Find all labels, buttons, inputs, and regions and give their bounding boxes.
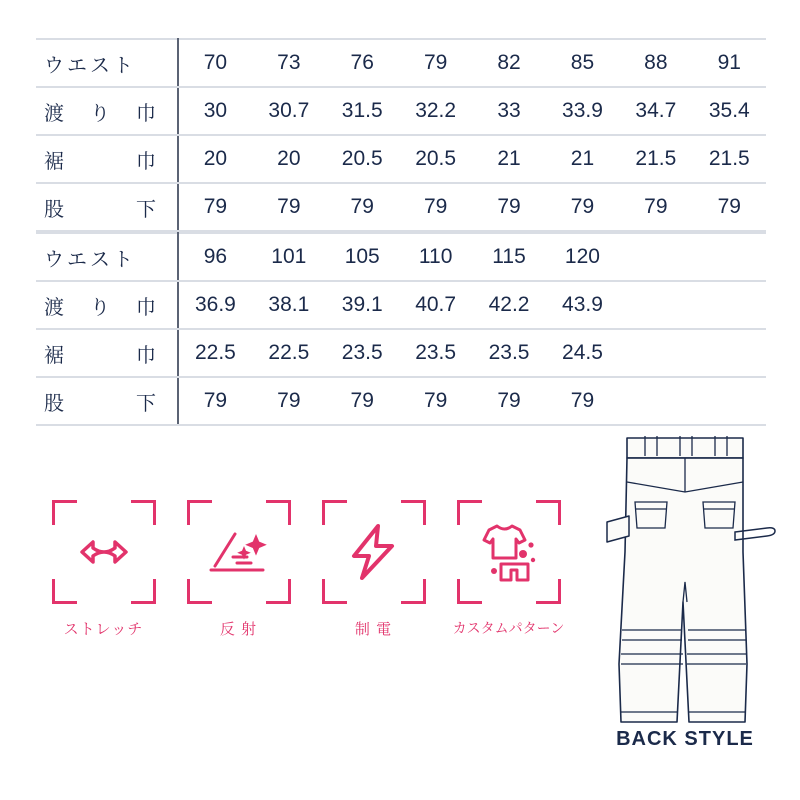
cell-value: 34.7 xyxy=(619,87,692,135)
cell-value: 115 xyxy=(472,233,545,281)
cell-value: 79 xyxy=(546,183,619,231)
cell-value: 21 xyxy=(472,135,545,183)
row-label-text xyxy=(44,339,156,368)
cell-value: 20.5 xyxy=(399,135,472,183)
cell-value: 91 xyxy=(693,39,766,87)
row-label-text: ウエスト xyxy=(44,54,136,77)
cell-value: 85 xyxy=(546,39,619,87)
cell-value: 79 xyxy=(399,377,472,425)
cell-value: 23.5 xyxy=(399,329,472,377)
cell-value: 20 xyxy=(252,135,325,183)
row-label-waist xyxy=(36,233,178,281)
feature-label: ストレッチ xyxy=(63,621,144,638)
back-style-caption: BACK STYLE xyxy=(616,728,754,750)
cell-value: 79 xyxy=(326,377,399,425)
bracket-frame xyxy=(52,500,156,604)
cell-value: 30.7 xyxy=(252,87,325,135)
cell-empty xyxy=(619,329,692,377)
row-label-thigh-width xyxy=(36,281,178,329)
cell-empty xyxy=(619,377,692,425)
feature-label: 制 電 xyxy=(354,621,393,638)
feature-antistatic xyxy=(306,500,441,639)
row-label-char: 渡 xyxy=(44,102,64,125)
cell-value: 21 xyxy=(546,135,619,183)
cell-value: 22.5 xyxy=(252,329,325,377)
cell-value: 21.5 xyxy=(619,135,692,183)
cell-value: 70 xyxy=(178,39,252,87)
table-row xyxy=(36,183,766,231)
feature-label: 反 射 xyxy=(219,621,258,638)
row-label-char: 巾 xyxy=(136,150,156,173)
cell-empty xyxy=(693,233,766,281)
cell-value: 76 xyxy=(326,39,399,87)
size-table-block-1 xyxy=(36,38,766,232)
cell-value: 110 xyxy=(399,233,472,281)
table-row xyxy=(36,39,766,87)
table-row xyxy=(36,135,766,183)
row-label-char: 股 xyxy=(44,392,64,415)
cell-empty xyxy=(619,281,692,329)
cell-value: 38.1 xyxy=(252,281,325,329)
cell-value: 79 xyxy=(693,183,766,231)
table-row xyxy=(36,233,766,281)
row-label-char: り xyxy=(90,296,110,319)
row-label-hem-width xyxy=(36,135,178,183)
row-label-text xyxy=(44,145,156,174)
cell-value: 88 xyxy=(619,39,692,87)
cell-value: 35.4 xyxy=(693,87,766,135)
row-label-char: 巾 xyxy=(136,344,156,367)
row-label-char: り xyxy=(90,102,110,125)
cell-value: 23.5 xyxy=(326,329,399,377)
feature-label: カスタムパターン xyxy=(452,620,565,636)
cell-value: 79 xyxy=(399,183,472,231)
cell-value: 36.9 xyxy=(178,281,252,329)
cell-value: 79 xyxy=(252,377,325,425)
feature-custom-pattern xyxy=(441,500,576,639)
row-label-waist xyxy=(36,39,178,87)
cell-value: 30 xyxy=(178,87,252,135)
row-label-text xyxy=(44,387,156,416)
cell-value: 101 xyxy=(252,233,325,281)
cell-empty xyxy=(693,377,766,425)
cell-value: 73 xyxy=(252,39,325,87)
row-label-inseam xyxy=(36,377,178,425)
antistatic-bolt-icon xyxy=(336,514,412,590)
row-label-char: 股 xyxy=(44,198,64,221)
cell-value: 79 xyxy=(252,183,325,231)
cell-value: 23.5 xyxy=(472,329,545,377)
cell-value: 79 xyxy=(178,183,252,231)
cell-value: 79 xyxy=(546,377,619,425)
stretch-arrows-icon xyxy=(66,514,142,590)
cell-value: 33.9 xyxy=(546,87,619,135)
row-label-thigh-width xyxy=(36,87,178,135)
row-label-char: 下 xyxy=(136,392,156,415)
table-row xyxy=(36,281,766,329)
size-table-block-2 xyxy=(36,232,766,426)
cell-value: 40.7 xyxy=(399,281,472,329)
cell-value: 42.2 xyxy=(472,281,545,329)
row-label-inseam xyxy=(36,183,178,231)
row-label-char: 巾 xyxy=(136,102,156,125)
row-label-text xyxy=(44,193,156,222)
cell-value: 79 xyxy=(326,183,399,231)
table-row xyxy=(36,329,766,377)
cell-empty xyxy=(693,281,766,329)
feature-stretch xyxy=(36,500,171,639)
row-label-text xyxy=(44,291,156,320)
cell-value: 79 xyxy=(399,39,472,87)
pants-back-drawing xyxy=(585,432,785,732)
cell-value: 21.5 xyxy=(693,135,766,183)
cell-value: 20.5 xyxy=(326,135,399,183)
row-label-char: 裾 xyxy=(44,150,64,173)
cell-value: 24.5 xyxy=(546,329,619,377)
cell-value: 79 xyxy=(472,377,545,425)
bracket-frame xyxy=(187,500,291,604)
bracket-frame xyxy=(457,500,561,604)
row-label-hem-width xyxy=(36,329,178,377)
custom-pattern-icon xyxy=(471,514,547,590)
row-label-char: 渡 xyxy=(44,296,64,319)
cell-empty xyxy=(619,233,692,281)
cell-value: 20 xyxy=(178,135,252,183)
back-style-illustration xyxy=(585,432,785,772)
feature-icon-row xyxy=(36,500,576,639)
cell-empty xyxy=(693,329,766,377)
row-label-char: 裾 xyxy=(44,344,64,367)
cell-value: 32.2 xyxy=(399,87,472,135)
cell-value: 79 xyxy=(619,183,692,231)
cell-value: 22.5 xyxy=(178,329,252,377)
cell-value: 79 xyxy=(178,377,252,425)
feature-reflective xyxy=(171,500,306,639)
cell-value: 39.1 xyxy=(326,281,399,329)
cell-value: 31.5 xyxy=(326,87,399,135)
reflective-icon xyxy=(201,514,277,590)
cell-value: 82 xyxy=(472,39,545,87)
row-label-text: ウエスト xyxy=(44,248,136,271)
cell-value: 43.9 xyxy=(546,281,619,329)
row-label-char: 下 xyxy=(136,198,156,221)
cell-value: 105 xyxy=(326,233,399,281)
cell-value: 120 xyxy=(546,233,619,281)
cell-value: 33 xyxy=(472,87,545,135)
table-row xyxy=(36,87,766,135)
cell-value: 79 xyxy=(472,183,545,231)
row-label-text xyxy=(44,97,156,126)
cell-value: 96 xyxy=(178,233,252,281)
row-label-char: 巾 xyxy=(136,296,156,319)
bracket-frame xyxy=(322,500,426,604)
table-row xyxy=(36,377,766,425)
